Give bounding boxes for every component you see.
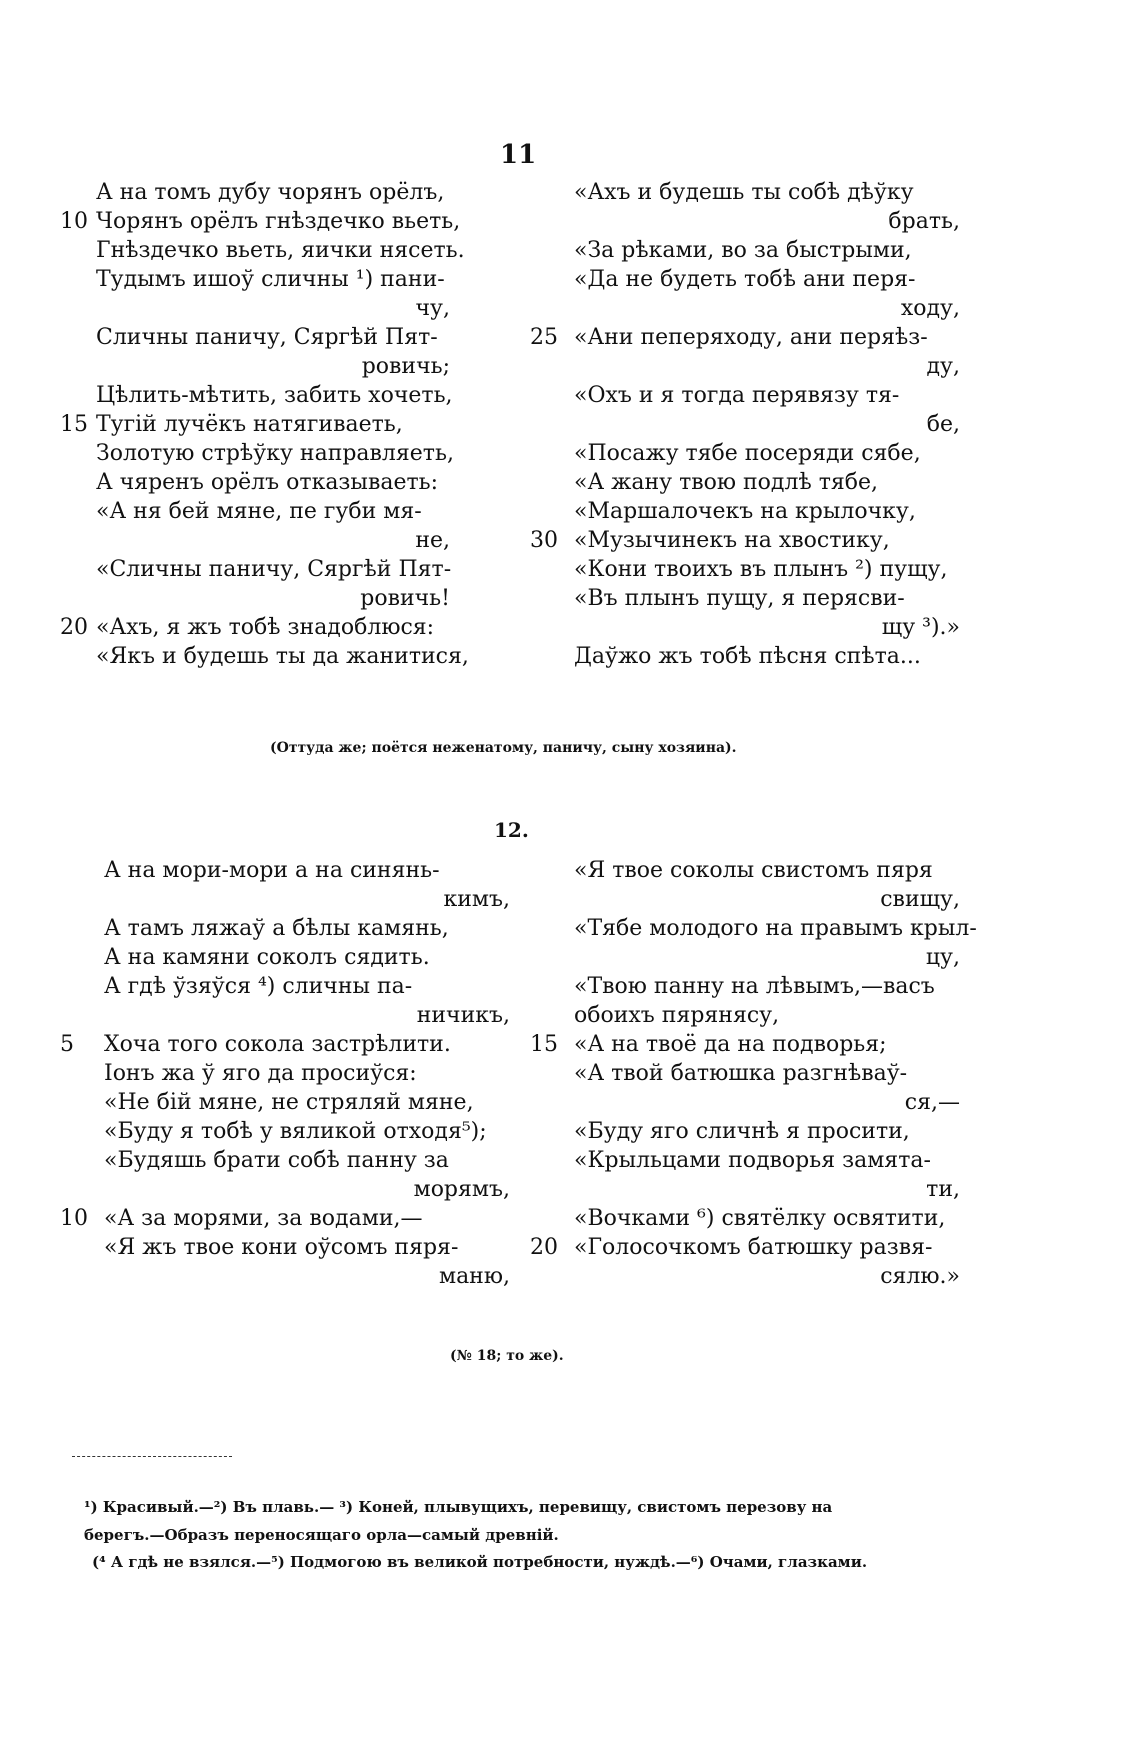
verse-line: «Кони твоихъ въ плынъ ²) пущу, [574, 557, 948, 582]
verse-line: «Посажу тябе посеряди сябе, [574, 441, 921, 466]
line-number: 20 [60, 615, 88, 640]
song-12-number: 12. [494, 818, 529, 842]
poem-12-right-column [530, 856, 980, 1306]
verse-line: «Буду яго сличнѣ я просити, [574, 1119, 910, 1144]
verse-line: морямъ, [413, 1177, 510, 1202]
page-number: 11 [500, 140, 537, 170]
verse-line: «А твой батюшка разгнѣваў- [574, 1061, 908, 1086]
verse-line: Гнѣздечко вьеть, яички нясеть. [96, 238, 465, 263]
verse-line: «Сличны паничу, Сяргѣй Пят- [96, 557, 452, 582]
verse-line: цу, [925, 945, 960, 970]
verse-line: Тугій лучёкъ натягиваеть, [96, 412, 403, 437]
line-number: 10 [60, 209, 88, 234]
verse-line: ся,— [904, 1090, 960, 1115]
verse-line: «Якъ и будешь ты да жанитися, [96, 644, 469, 669]
poem-12-left-column [60, 856, 510, 1306]
footnote-line-2: берегъ.—Образъ переносящаго орла—самый древній. [84, 1526, 559, 1544]
verse-line: щу ³).» [881, 615, 960, 640]
verse-line: сялю.» [880, 1264, 960, 1289]
verse-line: ровичь; [361, 354, 450, 379]
verse-line: «Тябе молодого на правымъ крыл- [574, 916, 977, 941]
verse-line: «Я твое соколы свистомъ пяря [574, 858, 933, 883]
verse-line: ровичь! [360, 586, 450, 611]
verse-line: «За рѣками, во за быстрыми, [574, 238, 912, 263]
verse-line: не, [415, 528, 450, 553]
line-number: 15 [530, 1032, 558, 1057]
line-number: 15 [60, 412, 88, 437]
verse-line: «Голосочкомъ батюшку развя- [574, 1235, 933, 1260]
verse-line: «Маршалочекъ на крылочку, [574, 499, 916, 524]
verse-line: А на мори-мори а на синянь- [104, 858, 440, 883]
verse-line: брать, [888, 209, 960, 234]
verse-line: маню, [438, 1264, 510, 1289]
verse-line: «Охъ и я тогда перявязу тя- [574, 383, 900, 408]
verse-line: кимъ, [443, 887, 510, 912]
verse-line: Цѣлить-мѣтить, забить хочеть, [96, 383, 453, 408]
verse-line: «Будяшь брати собѣ панну за [104, 1148, 449, 1173]
poem-12-source-note: (№ 18; то же). [450, 1348, 564, 1364]
verse-line: «Буду я тобѣ у вяликой отходя⁵); [104, 1119, 487, 1144]
verse-line: «Твою панну на лѣвымъ,—васъ [574, 974, 935, 999]
verse-line: Хоча того сокола застрѣлити. [104, 1032, 451, 1057]
verse-line: «А за морями, за водами,— [104, 1206, 423, 1231]
verse-line: «Ахъ и будешь ты собѣ дѣўку [574, 180, 914, 205]
verse-line: Золотую стрѣўку направляеть, [96, 441, 454, 466]
verse-line: «А жану твою подлѣ тябе, [574, 470, 879, 495]
verse-line: бе, [926, 412, 960, 437]
line-number: 25 [530, 325, 558, 350]
poem-11-right-column [530, 178, 980, 698]
verse-line: «Крыльцами подворья замята- [574, 1148, 931, 1173]
verse-line: «А на твоё да на подворья; [574, 1032, 887, 1057]
line-number: 5 [60, 1032, 74, 1057]
footnote-line-3: (⁴ А гдѣ не взялся.—⁵) Подмогою въ великой потребности, нуждѣ.—⁶) Очами, глазками. [92, 1553, 868, 1571]
poem-11-source-note: (Оттуда же; поётся неженатому, паничу, сыну хозяина). [270, 740, 737, 756]
verse-line: Чорянъ орёлъ гнѣздечко вьеть, [96, 209, 461, 234]
verse-line: «Ани пеперяходу, ани перяѣз- [574, 325, 928, 350]
footnote-line-1: ¹) Красивый.—²) Въ плавь.— ³) Коней, плывущихъ, перевищу, свистомъ перезову на [84, 1498, 833, 1516]
verse-line: Іонъ жа ў яго да просиўся: [104, 1061, 417, 1086]
verse-line: чу, [415, 296, 450, 321]
line-number: 20 [530, 1235, 558, 1260]
verse-line: «А ня бей мяне, пе губи мя- [96, 499, 422, 524]
verse-line: ду, [926, 354, 960, 379]
footnote-divider [72, 1456, 232, 1457]
line-number: 10 [60, 1206, 88, 1231]
poem-11-left-column [60, 178, 510, 698]
line-number: 30 [530, 528, 558, 553]
verse-line: «Вочками ⁶) святёлку освятити, [574, 1206, 946, 1231]
verse-line: А чяренъ орёлъ отказываеть: [96, 470, 439, 495]
verse-line: ходу, [900, 296, 960, 321]
verse-line: Тудымъ ишоў сличны ¹) пани- [96, 267, 445, 292]
verse-line: свищу, [880, 887, 960, 912]
verse-line: обоихъ пярянясу, [574, 1003, 780, 1028]
verse-line: А тамъ ляжаў а бѣлы камянь, [104, 916, 449, 941]
verse-line: Сличны паничу, Сяргѣй Пят- [96, 325, 438, 350]
verse-line: «Ахъ, я жъ тобѣ знадоблюся: [96, 615, 435, 640]
verse-line: Даўжо жъ тобѣ пѣсня спѣта... [574, 644, 921, 669]
verse-line: «Музычинекъ на хвостику, [574, 528, 890, 553]
verse-line: ничикъ, [416, 1003, 510, 1028]
verse-line: «Я жъ твое кони оўсомъ пяря- [104, 1235, 459, 1260]
verse-line: ти, [926, 1177, 960, 1202]
verse-line: «Да не будеть тобѣ ани перя- [574, 267, 916, 292]
verse-line: «Въ плынъ пущу, я перясви- [574, 586, 905, 611]
verse-line: А гдѣ ўзяўся ⁴) сличны па- [104, 974, 413, 999]
verse-line: А на томъ дубу чорянъ орёлъ, [96, 180, 445, 205]
verse-line: «Не бій мяне, не стряляй мяне, [104, 1090, 474, 1115]
verse-line: А на камяни соколъ сядить. [104, 945, 430, 970]
